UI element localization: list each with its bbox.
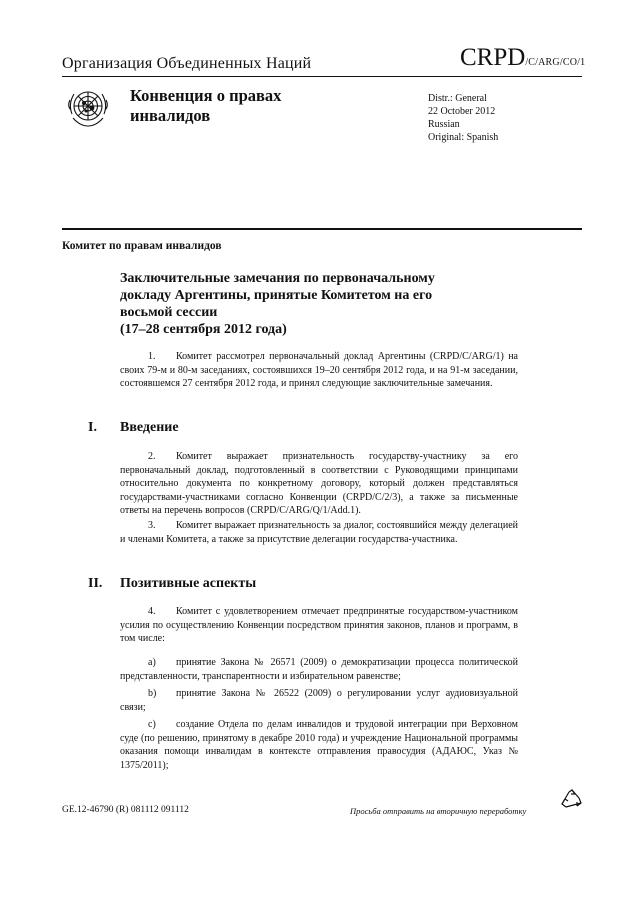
- paragraph-1: [120, 350, 518, 391]
- distribution-block: [428, 92, 498, 144]
- title-line: Заключительные замечания по первоначальному: [120, 271, 435, 286]
- paragraph-number: a): [148, 657, 156, 668]
- paragraph-2: [120, 450, 518, 518]
- section-heading-introduction: [88, 420, 179, 436]
- paragraph-text: Комитет выражает признательность государству-участнику за его первоначальный доклад, подготовленный в соответствии с Руководящими принципами относительно документа по конкретному договору, который должен представляться государствами-участниками согласно Конвенции (CRPD/C/2/3), а также за письменные ответы на перечень вопросов (CRPD/C/ARG/Q/1/Add.1).: [120, 451, 518, 516]
- recycle-icon: [560, 788, 584, 812]
- paragraph-4a: [120, 656, 518, 683]
- convention-title: [130, 86, 281, 126]
- convention-title-line: Конвенция о правах: [130, 86, 282, 105]
- symbol-main: CRPD: [460, 44, 526, 71]
- paragraph-text: принятие Закона № 26571 (2009) о демократизации процесса политической представленности, транспарентности и избирательном равенстве;: [120, 657, 518, 682]
- paragraph-text: принятие Закона № 26522 (2009) о регулировании услуг аудиовизуальной связи;: [120, 688, 518, 713]
- distr-date: 22 October 2012: [428, 106, 496, 117]
- title-line: докладу Аргентины, принятые Комитетом на его: [120, 288, 433, 303]
- symbol-suffix: /C/ARG/CO/1: [525, 57, 586, 68]
- paragraph-text: Комитет с удовлетворением отмечает предпринятые государством-участником усилия по осуществлению Конвенции посредством принятия законов, планов и программ, в том числе:: [120, 606, 518, 644]
- document-title: [120, 270, 540, 338]
- paragraph-3: [120, 519, 518, 546]
- section-heading-positive-aspects: [88, 576, 256, 592]
- document-symbol: [460, 44, 585, 72]
- section-title: Позитивные аспекты: [120, 576, 257, 591]
- paragraph-4b: [120, 687, 518, 714]
- paragraph-number: 1.: [148, 351, 156, 362]
- organization-name: Организация Объединенных Наций: [62, 55, 312, 72]
- paragraph-number: 2.: [148, 451, 156, 462]
- title-line: (17–28 сентября 2012 года): [120, 322, 287, 337]
- distr-original: Original: Spanish: [428, 132, 499, 143]
- header-rule: [62, 76, 582, 77]
- paragraph-text: Комитет рассмотрел первоначальный доклад Аргентины (CRPD/C/ARG/1) на своих 79-м и 80-м заседаниях, состоявшихся 19–20 сентября 2012 года, и на 91-м заседании, состоявшемся 27 сентября 2012 года, и принял следующие заключительные замечания.: [120, 351, 518, 389]
- paragraph-4: [120, 605, 518, 646]
- paragraph-text: Комитет выражает признательность за диалог, состоявшийся между делегацией и членами Комитета, а также за присутствие делегации государства-участника.: [120, 520, 518, 545]
- paragraph-4c: [120, 718, 518, 772]
- paragraph-text: создание Отдела по делам инвалидов и трудовой интеграции при Верховном суде (по решению, принятому в декабре 2010 года) и учреждение Национальной программы оказания помощи инвалидам в контексте отправления правосудия (АДАЮС, Указ № 1375/2011);: [120, 719, 518, 771]
- job-number: GE.12-46790 (R) 081112 091112: [62, 805, 189, 815]
- section-title: Введение: [120, 420, 179, 435]
- distr-line: Distr.: General: [428, 93, 487, 104]
- paragraph-number: 3.: [148, 520, 156, 531]
- section-number: II.: [88, 576, 103, 591]
- committee-name: Комитет по правам инвалидов: [62, 240, 222, 252]
- un-emblem-icon: [64, 84, 112, 132]
- paragraph-number: 4.: [148, 606, 156, 617]
- paragraph-number: c): [148, 719, 156, 730]
- section-number: I.: [88, 420, 97, 435]
- convention-title-line: инвалидов: [130, 106, 211, 125]
- paragraph-number: b): [148, 688, 157, 699]
- section-rule: [62, 228, 582, 230]
- title-line: восьмой сессии: [120, 305, 218, 320]
- distr-language: Russian: [428, 119, 460, 130]
- recycle-note: Просьба отправить на вторичную переработку: [350, 806, 527, 816]
